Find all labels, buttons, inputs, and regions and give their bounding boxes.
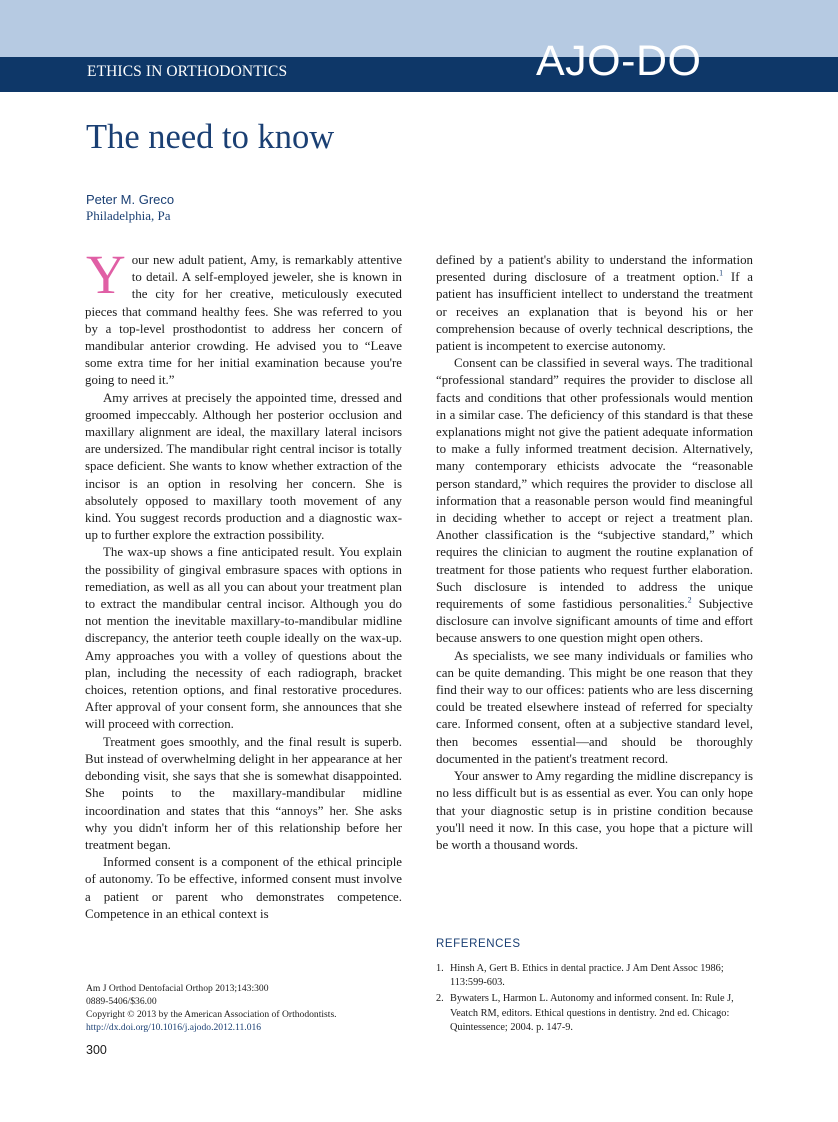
paragraph-7-text-b: Subjective disclosure can involve significant amounts of time and effort because answers to one question might open others. — [436, 597, 753, 646]
copyright-notice: Copyright © 2013 by the American Association of Orthodontists. — [86, 1009, 337, 1020]
section-label: ETHICS IN ORTHODONTICS — [87, 63, 288, 80]
paragraph-2: Amy arrives at precisely the appointed time, dressed and groomed impeccably. Although her posterior occlusion and maxillary alignment are ideal, the maxillary lateral incisors are undersized. The mandibular right central incisor is totally space deficient. She wants to know whether extraction of the incisor is an option in resolving her concern. She is absolutely opposed to maxillary tooth movement of any kind. You suggest records production and a diagnostic wax-up to further explore the extraction possibility. — [85, 390, 402, 543]
left-column — [85, 244, 402, 923]
drop-cap: Y — [86, 244, 126, 305]
reference-marker-1[interactable]: 1 — [719, 268, 724, 278]
paragraph-6-text-b: If a patient has insufficient intellect to understand the treatment or receives an explanation that is beyond his or her comprehension because of overly technical descriptions, the patient is incompetent to exercise autonomy. — [436, 270, 753, 354]
article-title: The need to know — [86, 118, 335, 156]
reference-item — [436, 962, 753, 990]
reference-text: Bywaters L, Harmon L. Autonomy and informed consent. In: Rule J, Veatch RM, editors. Ethical questions in dentistry. 2nd ed. Chicago: Quintessence; 2004. p. 147-9. — [450, 993, 734, 1033]
references-list — [436, 962, 753, 1037]
references-heading: REFERENCES — [436, 938, 521, 950]
paragraph-3: The wax-up shows a fine anticipated result. You explain the possibility of gingival embrasure spaces with options in remediation, as well as all you can about your treatment plan to extract the mandibular central incisor. Although you do not mention the inevitable maxillary-to-mandibular midline discrepancy, the anterior teeth couple ideally on the wax-up. Amy approaches you with a volley of questions about the plan, including the necessity of each radiograph, bracket choices, retention options, and final restorative procedures. After approval of your consent form, she announces that she will proceed with correction. — [85, 545, 402, 732]
issn-price: 0889-5406/$36.00 — [86, 996, 157, 1007]
journal-citation: Am J Orthod Dentofacial Orthop 2013;143:300 — [86, 983, 269, 994]
reference-item — [436, 992, 753, 1035]
paragraph-7-text-a: Consent can be classified in several ways. The traditional “professional standard” requires the provider to disclose all facts and conditions that other professionals would mention in a similar case. The deficiency of this standard is that these explanations might not give the patient adequate information to make a fully informed treatment decision. Alternatively, many contemporary ethicists advocate the “reasonable person standard,” which requires the provider to disclose all information that a reasonable person would find meaningful in deciding whether to accept or reject a treatment plan. Another classification is the “subjective standard,” which requires the clinician to augment the routine explanation of treatment for those patients who request further elaboration. Such disclosure is intended to address the unique requirements of some fastidious personalities. — [436, 356, 753, 612]
paragraph-1-text: our new adult patient, Amy, is remarkably attentive to detail. A self-employed jeweler, she is known in the city for her creative, meticulously executed pieces that command healthy fees. She was referred to you by a top-level prosthodontist to address her concern of mandibular anterior crowding. He advised you to “Leave some extra time for her initial examination because you're going to need it.” — [85, 253, 402, 388]
right-column — [436, 252, 753, 854]
paragraph-8: As specialists, we see many individuals or families who can be quite demanding. This might be one reason that they find their way to our offices: patients who are less discerning could be treated elsewhere instead of referred for specialty care. Informed consent, often at a subjective standard level, then becomes essential—and should be thoroughly documented in the patient's treatment record. — [436, 648, 753, 766]
paragraph-5: Informed consent is a component of the ethical principle of autonomy. To be effective, informed consent must involve a patient or parent who demonstrates competence. Competence in an ethical context is — [85, 855, 402, 921]
paragraph-9: Your answer to Amy regarding the midline discrepancy is no less difficult but is as essential as ever. You can only hope that your diagnostic setup is in pristine condition because you'll need it now. In this case, you hope that a picture will be worth a thousand words. — [436, 769, 753, 852]
citation-block — [86, 982, 386, 1034]
paragraph-7 — [436, 355, 753, 647]
paragraph-4: Treatment goes smoothly, and the final result is superb. But instead of overwhelming delight in her appearance at her debonding visit, she says that she is somewhat disappointed. She points to the maxillary-mandibular midline incoordination and states that this “annoys” her. She asks why you didn't inform her of this relationship before her treatment began. — [85, 734, 402, 852]
author-location: Philadelphia, Pa — [86, 208, 171, 223]
author-name: Peter M. Greco — [86, 192, 175, 207]
reference-number: 2. — [436, 993, 444, 1005]
reference-text: Hinsh A, Gert B. Ethics in dental practice. J Am Dent Assoc 1986; 113:599-603. — [450, 963, 724, 989]
journal-logo: AJO-DO — [536, 37, 702, 85]
reference-marker-2[interactable]: 2 — [687, 595, 692, 605]
header-band — [0, 0, 838, 57]
paragraph-1 — [85, 244, 402, 390]
doi-link[interactable]: http://dx.doi.org/10.1016/j.ajodo.2012.11.016 — [86, 1022, 262, 1033]
paragraph-6-text-a: defined by a patient's ability to understand the information presented during disclosure of a treatment option. — [436, 253, 753, 285]
reference-number: 1. — [436, 963, 444, 974]
paragraph-6 — [436, 252, 753, 355]
page-number: 300 — [86, 1043, 107, 1057]
